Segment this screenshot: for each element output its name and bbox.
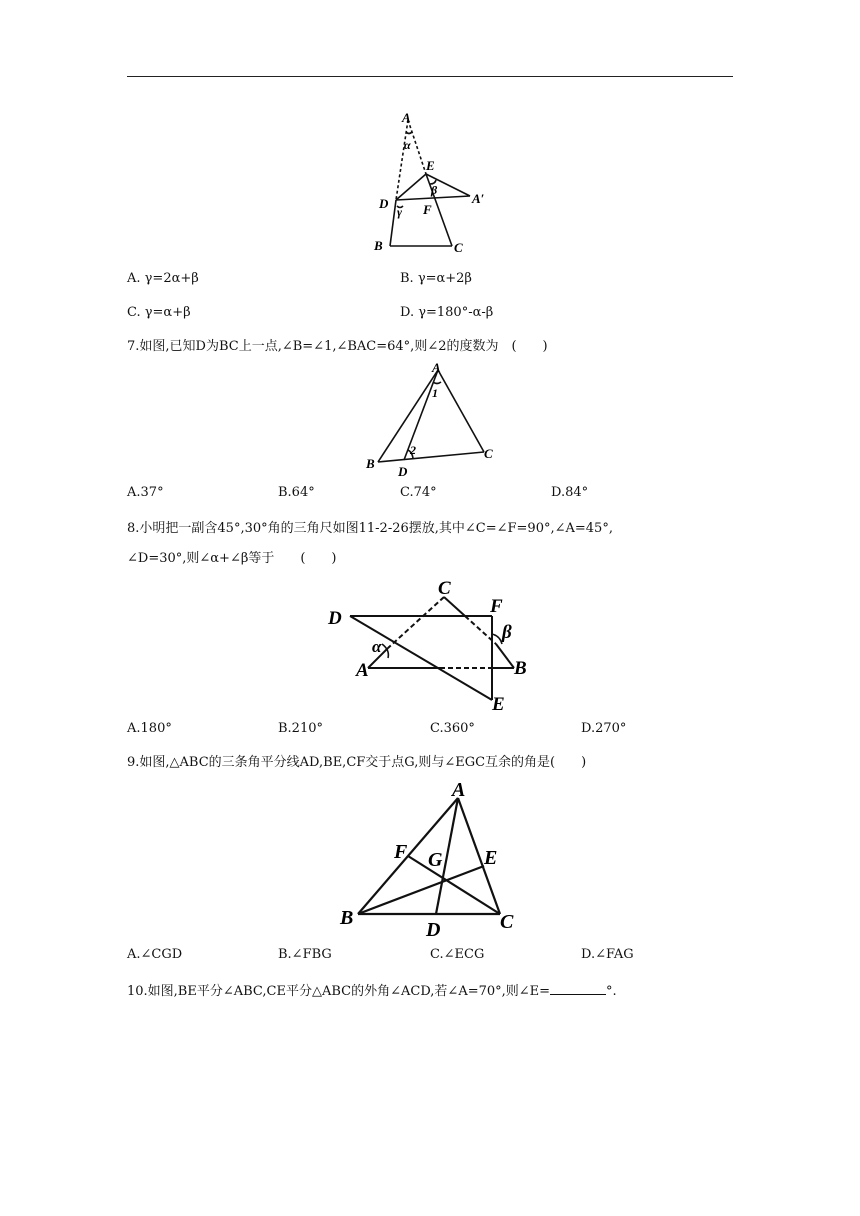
q9-line-be bbox=[358, 866, 484, 914]
q10-stem bbox=[127, 982, 617, 1001]
q9-option-c: C.∠ECG bbox=[430, 947, 485, 962]
q7-stem: 7.如图,已知D为BC上一点,∠B=∠1,∠BAC=64°,则∠2的度数为 ( ) bbox=[127, 339, 548, 354]
q8-option-d: D.270° bbox=[581, 721, 627, 736]
q8-arc-beta bbox=[492, 634, 502, 644]
q6-figure bbox=[360, 108, 500, 260]
q6-line-de bbox=[396, 174, 426, 200]
q8-option-b: B.210° bbox=[278, 721, 323, 736]
q7-label-1: 1 bbox=[432, 386, 438, 400]
q7-figure bbox=[360, 360, 510, 480]
q10-stem-before: 10.如图,BE平分∠ABC,CE平分△ABC的外角∠ACD,若∠A=70°,则∠E= bbox=[127, 984, 551, 999]
q9-label-c: C bbox=[500, 911, 514, 933]
q6-label-d: D bbox=[379, 196, 389, 211]
q6-label-gamma: γ bbox=[397, 205, 402, 219]
q8-stem-line1: 8.小明把一副含45°,30°角的三角尺如图11-2-26摆放,其中∠C=∠F=90°,∠A=45°, bbox=[127, 521, 613, 536]
q7-label-b: B bbox=[366, 456, 375, 471]
q8-label-e: E bbox=[492, 694, 505, 715]
q6-option-a: A. γ=2α+β bbox=[127, 271, 199, 286]
q6-label-f: F bbox=[423, 202, 432, 217]
q9-stem: 9.如图,△ABC的三条角平分线AD,BE,CF交于点G,则与∠EGC互余的角是( ) bbox=[127, 755, 587, 770]
q6-option-c: C. γ=α+β bbox=[127, 305, 191, 320]
q9-label-b: B bbox=[340, 907, 354, 929]
q8-line-cf bbox=[444, 597, 465, 616]
q6-line-ae bbox=[408, 120, 426, 174]
q8-label-a: A bbox=[356, 660, 369, 681]
q7-label-2: 2 bbox=[410, 443, 416, 457]
q7-line-ac bbox=[438, 370, 484, 452]
header-rule bbox=[127, 76, 733, 77]
q9-option-d: D.∠FAG bbox=[581, 947, 634, 962]
q6-label-e: E bbox=[426, 158, 435, 173]
q6-label-alpha: α bbox=[404, 138, 411, 152]
q8-label-f: F bbox=[490, 596, 503, 617]
q9-label-f: F bbox=[394, 841, 408, 863]
q6-arc-alpha bbox=[406, 132, 412, 134]
q7-option-b: B.64° bbox=[278, 485, 315, 500]
q7-option-d: D.84° bbox=[551, 485, 589, 500]
q6-label-c: C bbox=[454, 240, 463, 255]
q8-option-c: C.360° bbox=[430, 721, 475, 736]
q9-label-a: A bbox=[452, 779, 466, 801]
q7-arc-1 bbox=[433, 382, 441, 384]
q10-answer-blank[interactable] bbox=[550, 982, 606, 995]
q7-option-a: A.37° bbox=[127, 485, 164, 500]
q8-stem-line2: ∠D=30°,则∠α+∠β等于 ( ) bbox=[127, 551, 337, 566]
q8-option-a: A.180° bbox=[127, 721, 172, 736]
q6-line-db bbox=[390, 200, 396, 246]
q8-label-beta: β bbox=[502, 622, 512, 643]
q8-label-alpha: α bbox=[372, 637, 382, 656]
q6-option-b: B. γ=α+2β bbox=[400, 271, 472, 286]
q9-option-a: A.∠CGD bbox=[127, 947, 183, 962]
q9-label-e: E bbox=[484, 847, 498, 869]
q8-figure bbox=[320, 572, 540, 718]
q8-label-c: C bbox=[438, 578, 451, 599]
q7-label-d: D bbox=[398, 464, 408, 479]
q8-label-d: D bbox=[328, 608, 342, 629]
q6-label-a-prime: A′ bbox=[472, 191, 485, 206]
q8-line-de bbox=[350, 616, 492, 700]
q9-label-d: D bbox=[426, 919, 441, 940]
q8-label-b: B bbox=[514, 658, 527, 679]
q7-option-c: C.74° bbox=[400, 485, 437, 500]
q7-label-c: C bbox=[484, 446, 493, 461]
q7-label-a: A bbox=[432, 360, 441, 375]
q6-option-d: D. γ=180°-α-β bbox=[400, 305, 494, 320]
q6-label-b: B bbox=[374, 238, 383, 253]
q10-stem-after: °. bbox=[606, 984, 617, 999]
q6-label-a: A bbox=[402, 110, 411, 125]
q8-line-cb bbox=[496, 644, 514, 668]
q8-line-ca-hidden bbox=[388, 597, 444, 648]
q9-option-b: B.∠FBG bbox=[278, 947, 332, 962]
q6-label-beta: β bbox=[431, 183, 438, 197]
q7-line-bc bbox=[378, 452, 484, 462]
q9-label-g: G bbox=[428, 849, 443, 871]
q9-figure bbox=[336, 778, 536, 940]
